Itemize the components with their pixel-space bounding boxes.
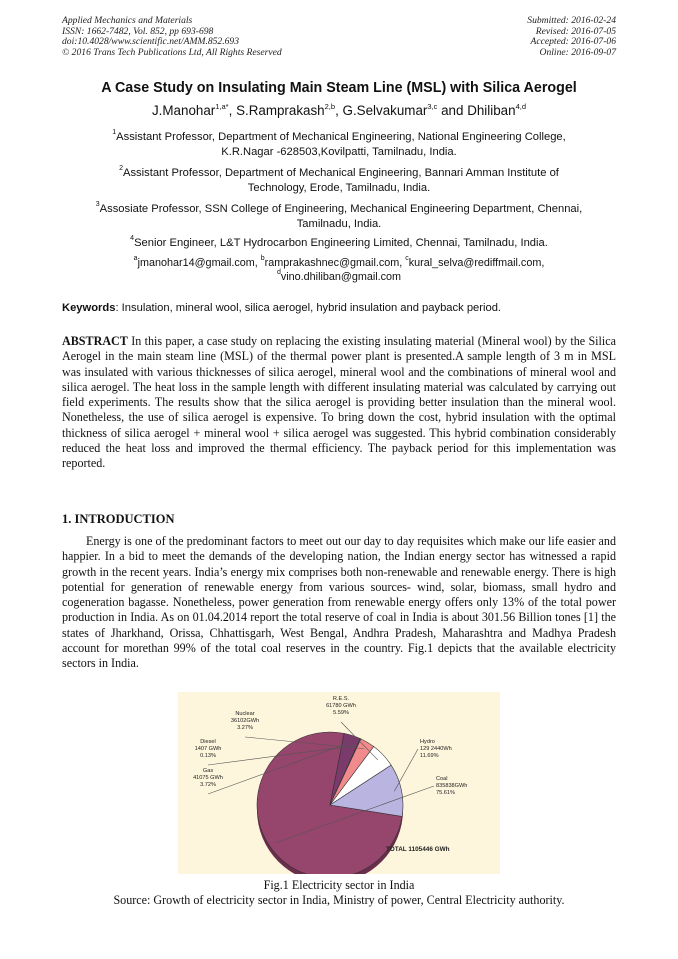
email-a[interactable]: jmanohar14@gmail.com, bbox=[137, 257, 261, 269]
abstract-label: ABSTRACT bbox=[62, 334, 128, 348]
affiliation-num: 2 bbox=[119, 165, 123, 173]
pie-label: 41075 GWh bbox=[193, 775, 223, 781]
author-name: J.Manohar bbox=[151, 103, 216, 118]
pie-label: Coal bbox=[436, 776, 448, 782]
date-accepted: Accepted: 2016-07-06 bbox=[530, 36, 616, 48]
email-sup: a bbox=[133, 255, 138, 263]
author-sep: , bbox=[228, 103, 237, 118]
journal-copyright: © 2016 Trans Tech Publications Ltd, All Rights Reserved bbox=[62, 46, 282, 58]
pie-label: 11.69% bbox=[420, 753, 439, 759]
pie-label: 75.61% bbox=[436, 790, 455, 796]
section-heading: 1. INTRODUCTION bbox=[62, 512, 175, 526]
author-name: S.Ramprakash bbox=[236, 103, 325, 118]
date-online: Online: 2016-09-07 bbox=[539, 46, 616, 58]
affiliation-line: Tamilnadu, India. bbox=[296, 217, 382, 230]
affiliation-3 bbox=[62, 202, 616, 231]
abstract-text: In this paper, a case study on replacing the existing insulating material (Mineral wool) by the Silica Aerogel in the main steam line (MSL) of the thermal power plant is presented.A sample length of 3 m in MSL was insulated with various thicknesses of silica aerogel, mineral wool and the combinations of mineral wool and silica aerogel. The heat loss in the sample length with different insulating material was calculated by carrying out field experiments. The results show that the silica aerogel is providing better insulation than the mineral wool. Nonetheless, the use of silica aerogel is expensive. To bring down the cost, hybrid insulation with the optimal thickness of silica aerogel + mineral wool + silica aerogel was suggested. This hybrid combination considerably reduced the heat loss and improved the thermal efficiency. The payback period for this implementation was reported. bbox=[62, 334, 616, 471]
author-sup: 4,d bbox=[515, 101, 527, 111]
date-revised: Revised: 2016-07-05 bbox=[535, 25, 616, 37]
pie-label: 5.59% bbox=[333, 710, 349, 716]
email-d[interactable]: vino.dhiliban@gmail.com bbox=[280, 271, 402, 283]
affiliation-num: 1 bbox=[112, 129, 117, 137]
affiliation-line: Technology, Erode, Tamilnadu, India. bbox=[247, 181, 431, 194]
pie-label: Hydro bbox=[420, 739, 435, 745]
pie-label: 3.72% bbox=[200, 782, 216, 788]
pie-total-label: TOTAL 1105446 GWh bbox=[386, 846, 450, 853]
affiliation-2 bbox=[62, 166, 616, 195]
pie-label: Gas bbox=[202, 768, 214, 774]
pie-label: 3.27% bbox=[237, 725, 253, 731]
pie-label: 0.13% bbox=[200, 753, 216, 759]
figure-caption: Fig.1 Electricity sector in India bbox=[263, 878, 415, 892]
date-submitted: Submitted: 2016-02-24 bbox=[527, 15, 616, 26]
affiliation-4 bbox=[62, 236, 616, 251]
affiliation-line: Assosiate Professor, SSN College of Engineering, Mechanical Engineering Department, Chennai, bbox=[99, 203, 583, 215]
journal-header bbox=[62, 16, 282, 58]
affiliation-line: Assistant Professor, Department of Mechanical Engineering, Bannari Amman Institute of bbox=[122, 167, 559, 179]
author-sup: 1,a* bbox=[215, 101, 229, 111]
email-b[interactable]: ramprakashnec@gmail.com, bbox=[264, 257, 406, 269]
email-sup: b bbox=[260, 255, 265, 263]
paper-title: A Case Study on Insulating Main Steam Line (MSL) with Silica Aerogel bbox=[101, 80, 577, 96]
author-sup: 3,c bbox=[427, 101, 438, 111]
pie-label: 61780 GWh bbox=[326, 703, 356, 709]
pie-label: Nuclear bbox=[235, 711, 255, 717]
author-emails bbox=[62, 256, 616, 284]
affiliation-num: 3 bbox=[95, 201, 100, 209]
author-sep: , bbox=[335, 103, 343, 118]
affiliation-1 bbox=[62, 130, 616, 159]
pie-label: 129 2440Wh bbox=[420, 746, 452, 752]
author-sup: 2,b bbox=[324, 101, 336, 111]
abstract bbox=[62, 334, 616, 472]
email-sup: d bbox=[276, 269, 281, 277]
keywords bbox=[62, 302, 622, 314]
affiliation-line: K.R.Nagar -628503,Kovilpatti, Tamilnadu, India. bbox=[221, 145, 457, 158]
keywords-label: Keywords bbox=[62, 302, 116, 314]
affiliation-line: Assistant Professor, Department of Mechanical Engineering, National Engineering College, bbox=[116, 131, 566, 143]
leader-line bbox=[394, 749, 418, 791]
pie-label: Diesel bbox=[200, 739, 216, 745]
keywords-text: : Insulation, mineral wool, silica aerogel, hybrid insulation and payback period. bbox=[115, 302, 502, 314]
dates-header bbox=[527, 16, 616, 58]
journal-issn: ISSN: 1662-7482, Vol. 852, pp 693-698 bbox=[62, 25, 214, 37]
pie-chart bbox=[178, 692, 500, 874]
figure-electricity-sector bbox=[178, 692, 500, 874]
author-list bbox=[40, 103, 638, 118]
affiliation-line: Senior Engineer, L&T Hydrocarbon Engineering Limited, Chennai, Tamilnadu, India. bbox=[134, 237, 548, 249]
journal-doi[interactable]: doi:10.4028/www.scientific.net/AMM.852.693 bbox=[62, 36, 240, 48]
pie-label: 1407 GWh bbox=[194, 746, 222, 752]
pie-label: R.E.S. bbox=[332, 696, 350, 702]
author-name: G.Selvakumar bbox=[342, 103, 428, 118]
section-body: Energy is one of the predominant factors to meet out our day to day requisites which make our life easier and happier. In a bid to meet the demands of the developing nation, the Indian energy sector has witnessed a rapid growth in the recent years. India’s energy mix comprises both non-renewable and renewable energy. There is high potential for generation of renewable energy from various sources- wind, solar, biomass, small hydro and cogeneration bagasse. Nonetheless, power generation from renewable energy offers only 13% of the total power production in India. As on 01.04.2014 report the total reserve of coal in India is about 301.56 Billion tones [1] the states of Jharkhand, Orissa, Chhattisgarh, West Bengal, Andhra Pradesh, Maharashtra and Madhya Pradesh account for morethan 99% of the total coal reserves in the country. Fig.1 depicts that the available electricity sectors in India. bbox=[62, 534, 616, 671]
author-sep: and bbox=[437, 103, 468, 118]
author-name: Dhiliban bbox=[467, 103, 516, 118]
figure-source: Source: Growth of electricity sector in India, Ministry of power, Central Electricity authority. bbox=[113, 893, 565, 907]
journal-name: Applied Mechanics and Materials bbox=[62, 15, 193, 26]
pie-label: 36102GWh bbox=[230, 718, 260, 724]
pie-label: 835838GWh bbox=[436, 783, 468, 789]
email-c[interactable]: kural_selva@rediffmail.com, bbox=[408, 257, 545, 269]
email-sup: c bbox=[405, 255, 409, 263]
affiliation-num: 4 bbox=[130, 235, 135, 243]
